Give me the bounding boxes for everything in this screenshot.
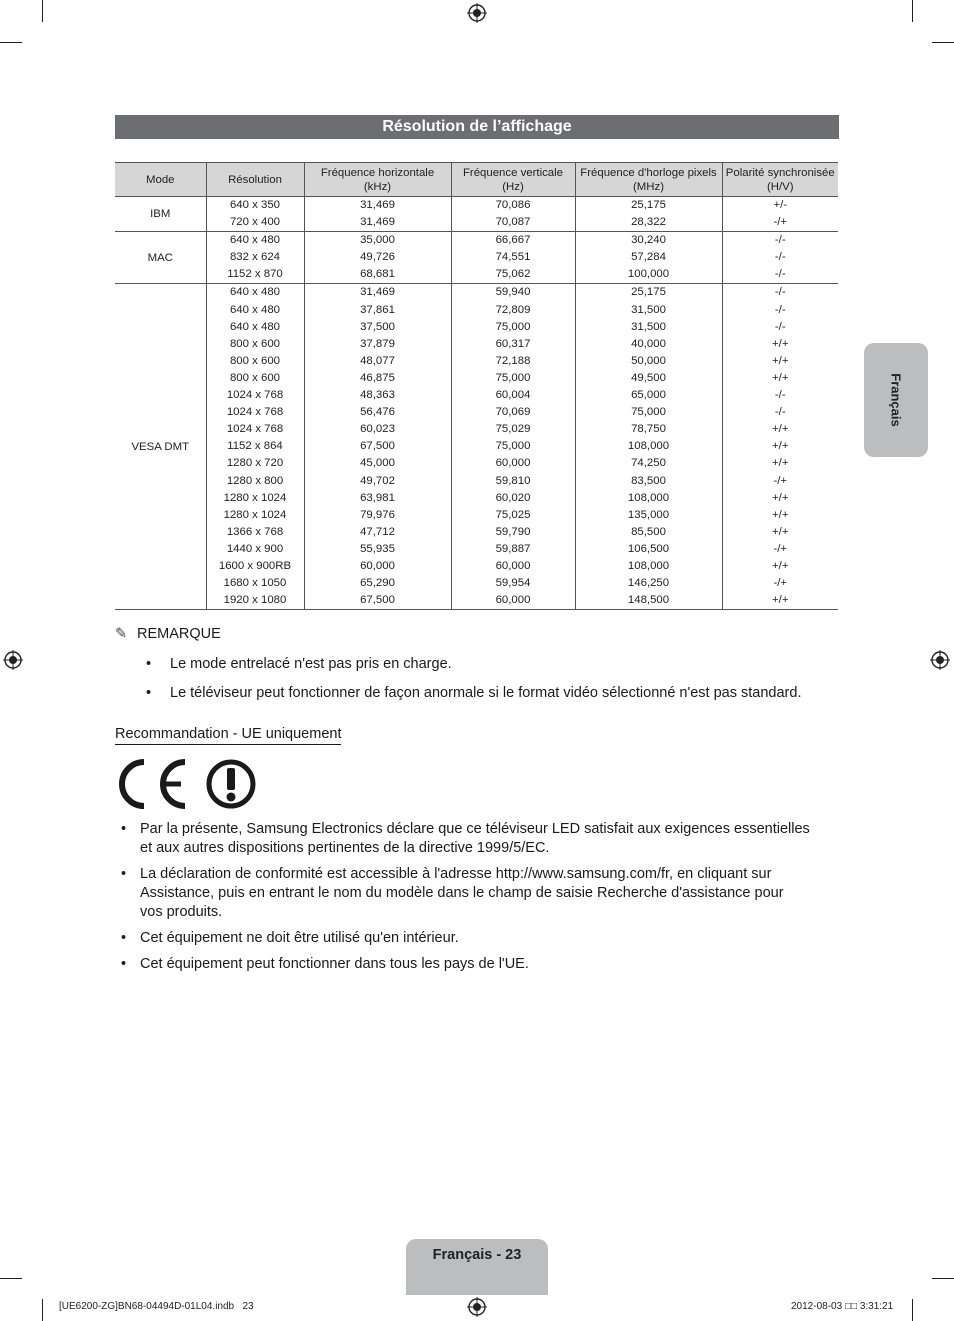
vertical-frequency-value: 74,551	[495, 251, 531, 264]
horizontal-frequency-value: 49,726	[360, 251, 395, 264]
pixel-clock-value: 50,000	[631, 354, 666, 367]
resolution-value: 1920 x 1080	[223, 594, 287, 607]
sync-polarity-value: -/+	[773, 474, 788, 487]
horizontal-frequency-value: 31,469	[360, 286, 395, 299]
sync-polarity-value: -/+	[773, 216, 788, 229]
vertical-frequency-cell	[451, 197, 575, 232]
resolution-cell	[206, 197, 304, 232]
resolution-value: 1280 x 1024	[223, 491, 287, 504]
sync-polarity-value: +/+	[772, 491, 789, 504]
pixel-clock-value: 57,284	[631, 251, 666, 264]
column-header-horizontal-frequency: Fréquence horizontale (kHz)	[304, 163, 451, 197]
pixel-clock-value: 108,000	[627, 491, 670, 504]
horizontal-frequency-cell	[304, 232, 451, 284]
bullet-icon: •	[146, 656, 152, 672]
pixel-clock-cell	[575, 232, 722, 284]
horizontal-frequency-value: 67,500	[360, 594, 395, 607]
resolution-value: 640 x 480	[229, 320, 281, 333]
vertical-frequency-value: 75,025	[495, 508, 531, 521]
sync-polarity-value: +/+	[772, 371, 789, 384]
resolution-value: 800 x 600	[229, 354, 281, 367]
sync-polarity-value: +/-	[773, 199, 788, 211]
resolution-value: 1024 x 768	[226, 406, 284, 419]
crop-mark	[912, 1299, 913, 1321]
note-text: Le téléviseur peut fonctionner de façon anormale si le format vidéo sélectionné n'est pas standard.	[170, 685, 802, 701]
recommendation-text-line: Assistance, puis en entrant le nom du modèle dans le champ de saisie Recherche d'assistance pour	[140, 885, 784, 901]
horizontal-frequency-value: 37,500	[360, 320, 395, 333]
crop-mark	[0, 42, 22, 43]
vertical-frequency-value: 72,809	[495, 303, 531, 316]
resolution-value: 1280 x 800	[226, 474, 284, 487]
crop-mark	[0, 1278, 22, 1279]
crop-mark	[42, 1299, 43, 1321]
vertical-frequency-value: 60,000	[495, 559, 531, 572]
ce-mark-icon	[115, 758, 260, 810]
footer-date: 2012-08-03	[791, 1301, 843, 1312]
vertical-frequency-value: 59,954	[495, 577, 531, 590]
sync-polarity-value: -/-	[774, 268, 786, 281]
vertical-frequency-value: 72,188	[495, 354, 531, 367]
vertical-frequency-value: 75,029	[495, 423, 531, 436]
resolution-value: 832 x 624	[229, 251, 281, 264]
column-header-sync-polarity: Polarité synchronisée (H/V)	[722, 163, 838, 197]
note-heading	[115, 626, 221, 642]
footer-timestamp	[791, 1301, 893, 1312]
resolution-value: 640 x 480	[229, 286, 281, 299]
column-header-pixel-clock: Fréquence d'horloge pixels (MHz)	[575, 163, 722, 197]
pixel-clock-value: 25,175	[631, 286, 666, 299]
horizontal-frequency-value: 63,981	[360, 491, 395, 504]
resolution-value: 1024 x 768	[226, 423, 284, 436]
vertical-frequency-value: 59,790	[495, 525, 531, 538]
horizontal-frequency-value: 68,681	[360, 268, 395, 281]
pixel-clock-value: 83,500	[631, 474, 666, 487]
horizontal-frequency-value: 49,702	[360, 474, 395, 487]
horizontal-frequency-value: 55,935	[360, 542, 395, 555]
pixel-clock-value: 85,500	[631, 525, 666, 538]
horizontal-frequency-value: 67,500	[360, 440, 395, 453]
horizontal-frequency-value: 47,712	[360, 525, 395, 538]
resolution-value: 1280 x 720	[226, 457, 284, 470]
registration-target-icon	[3, 650, 23, 670]
page-number-tab	[406, 1239, 548, 1295]
footer-marker: □□	[844, 1301, 858, 1312]
sync-polarity-cell	[722, 197, 838, 232]
resolution-value: 1680 x 1050	[223, 577, 287, 590]
table-header-row	[115, 163, 838, 197]
vertical-frequency-value: 60,004	[495, 389, 531, 402]
vertical-frequency-value: 60,000	[495, 457, 531, 470]
resolution-table	[115, 162, 838, 610]
note-text: Le mode entrelacé n'est pas pris en charge.	[170, 656, 452, 672]
horizontal-frequency-value: 48,077	[360, 354, 395, 367]
pixel-clock-value: 31,500	[631, 303, 666, 316]
language-side-tab-label: Français	[888, 373, 904, 427]
pixel-clock-cell	[575, 197, 722, 232]
vertical-frequency-value: 59,940	[495, 286, 531, 299]
vertical-frequency-cell	[451, 232, 575, 284]
vertical-frequency-value: 75,062	[495, 268, 531, 281]
vertical-frequency-value: 60,020	[495, 491, 531, 504]
pixel-clock-value: 108,000	[627, 559, 670, 572]
horizontal-frequency-value: 31,469	[360, 216, 395, 229]
sync-polarity-value: -/-	[774, 286, 786, 299]
sync-polarity-cell	[722, 284, 838, 610]
pencil-icon: ✎	[115, 626, 128, 642]
resolution-value: 1440 x 900	[226, 542, 284, 555]
column-header-mode: Mode	[115, 163, 206, 197]
vertical-frequency-cell	[451, 284, 575, 610]
column-header-vertical-frequency: Fréquence verticale (Hz)	[451, 163, 575, 197]
pixel-clock-value: 148,500	[627, 594, 670, 607]
recommendation-text-line: Cet équipement ne doit être utilisé qu'en intérieur.	[140, 930, 459, 946]
recommendation-text-line: et aux autres dispositions pertinentes de la directive 1999/5/EC.	[140, 840, 550, 856]
resolution-value: 640 x 480	[229, 234, 281, 247]
crop-mark	[912, 0, 913, 22]
sync-polarity-value: +/+	[772, 457, 789, 470]
horizontal-frequency-value: 45,000	[360, 457, 395, 470]
sync-polarity-value: +/+	[772, 525, 789, 538]
registration-target-icon	[467, 1297, 487, 1317]
sync-polarity-value: +/+	[772, 594, 789, 607]
note-title: REMARQUE	[137, 626, 221, 642]
vertical-frequency-value: 59,810	[495, 474, 531, 487]
recommendation-heading: Recommandation - UE uniquement	[115, 726, 341, 745]
bullet-icon: •	[121, 821, 127, 837]
sync-polarity-value: +/+	[772, 508, 789, 521]
sync-polarity-value: -/-	[774, 234, 786, 247]
pixel-clock-value: 30,240	[631, 234, 666, 247]
vertical-frequency-value: 70,087	[495, 216, 531, 229]
pixel-clock-cell	[575, 284, 722, 610]
horizontal-frequency-value: 48,363	[360, 389, 395, 402]
mode-cell: MAC	[115, 232, 206, 284]
resolution-value: 1152 x 864	[227, 440, 283, 453]
pixel-clock-value: 78,750	[631, 423, 666, 436]
horizontal-frequency-value: 65,290	[360, 577, 395, 590]
table-row	[115, 197, 838, 232]
bullet-icon: •	[121, 956, 127, 972]
vertical-frequency-value: 75,000	[495, 320, 531, 333]
recommendation-text-line: Cet équipement peut fonctionner dans tous les pays de l'UE.	[140, 956, 529, 972]
horizontal-frequency-value: 60,023	[360, 423, 395, 436]
mode-cell: VESA DMT	[115, 284, 206, 610]
section-title: Résolution de l’affichage	[115, 115, 839, 139]
registration-target-icon	[930, 650, 950, 670]
pixel-clock-value: 108,000	[627, 440, 670, 453]
horizontal-frequency-value: 56,476	[360, 406, 395, 419]
horizontal-frequency-value: 31,469	[360, 199, 395, 211]
sync-polarity-value: -/-	[774, 389, 786, 402]
vertical-frequency-value: 75,000	[495, 440, 531, 453]
horizontal-frequency-value: 60,000	[360, 559, 395, 572]
column-header-resolution: Résolution	[206, 163, 304, 197]
table-row	[115, 232, 838, 284]
sync-polarity-value: +/+	[772, 559, 789, 572]
footer-time: 3:31:21	[859, 1301, 894, 1312]
vertical-frequency-value: 75,000	[495, 371, 531, 384]
recommendation-text-line: vos produits.	[140, 904, 223, 920]
recommendation-text-line: La déclaration de conformité est accessible à l'adresse http://www.samsung.com/fr, en cliquant sur	[140, 866, 772, 882]
horizontal-frequency-cell	[304, 197, 451, 232]
pixel-clock-value: 40,000	[631, 337, 666, 350]
resolution-value: 800 x 600	[229, 337, 281, 350]
pixel-clock-value: 28,322	[631, 216, 666, 229]
resolution-value: 1280 x 1024	[223, 508, 287, 521]
sync-polarity-value: +/+	[772, 354, 789, 367]
horizontal-frequency-value: 79,976	[360, 508, 395, 521]
table-row	[115, 284, 838, 610]
pixel-clock-value: 135,000	[627, 508, 670, 521]
resolution-value: 1600 x 900RB	[218, 559, 292, 572]
sync-polarity-value: -/-	[774, 320, 786, 333]
crop-mark	[932, 42, 954, 43]
sync-polarity-value: +/+	[772, 440, 789, 453]
resolution-value: 720 x 400	[229, 216, 281, 229]
resolution-value: 640 x 350	[229, 199, 281, 211]
sync-polarity-value: -/-	[774, 303, 786, 316]
footer-file-name: [UE6200-ZG]BN68-04494D-01L04.indb 23	[59, 1301, 254, 1312]
vertical-frequency-value: 70,069	[495, 406, 531, 419]
pixel-clock-value: 100,000	[627, 268, 670, 281]
mode-cell: IBM	[115, 197, 206, 232]
pixel-clock-value: 146,250	[627, 577, 670, 590]
resolution-cell	[206, 232, 304, 284]
vertical-frequency-value: 66,667	[495, 234, 531, 247]
resolution-value: 800 x 600	[229, 371, 281, 384]
sync-polarity-cell	[722, 232, 838, 284]
pixel-clock-value: 31,500	[631, 320, 666, 333]
vertical-frequency-value: 60,317	[495, 337, 531, 350]
sync-polarity-value: +/+	[772, 337, 789, 350]
sync-polarity-value: -/+	[773, 542, 788, 555]
horizontal-frequency-value: 37,879	[360, 337, 395, 350]
resolution-value: 640 x 480	[229, 303, 281, 316]
recommendation-text-line: Par la présente, Samsung Electronics déclare que ce téléviseur LED satisfait aux exigences essentielles	[140, 821, 810, 837]
pixel-clock-value: 49,500	[631, 371, 666, 384]
bullet-icon: •	[146, 685, 152, 701]
sync-polarity-value: -/+	[773, 577, 788, 590]
sync-polarity-value: -/-	[774, 406, 786, 419]
pixel-clock-value: 65,000	[631, 389, 666, 402]
sync-polarity-value: -/-	[774, 251, 786, 264]
page-number: Français - 23	[432, 1247, 522, 1263]
horizontal-frequency-value: 37,861	[360, 303, 395, 316]
pixel-clock-value: 106,500	[627, 542, 670, 555]
resolution-value: 1152 x 870	[227, 268, 283, 281]
resolution-value: 1366 x 768	[226, 525, 284, 538]
resolution-value: 1024 x 768	[226, 389, 284, 402]
resolution-cell	[206, 284, 304, 610]
pixel-clock-value: 74,250	[631, 457, 666, 470]
vertical-frequency-value: 59,887	[495, 542, 531, 555]
pixel-clock-value: 25,175	[631, 199, 666, 211]
bullet-icon: •	[121, 930, 127, 946]
vertical-frequency-value: 70,086	[495, 199, 531, 211]
bullet-icon: •	[121, 866, 127, 882]
language-side-tab	[864, 343, 928, 457]
pixel-clock-value: 75,000	[631, 406, 666, 419]
crop-mark	[42, 0, 43, 22]
crop-mark	[932, 1278, 954, 1279]
vertical-frequency-value: 60,000	[495, 594, 531, 607]
horizontal-frequency-value: 35,000	[360, 234, 395, 247]
registration-target-icon	[467, 3, 487, 23]
horizontal-frequency-cell	[304, 284, 451, 610]
sync-polarity-value: +/+	[772, 423, 789, 436]
horizontal-frequency-value: 46,875	[360, 371, 395, 384]
